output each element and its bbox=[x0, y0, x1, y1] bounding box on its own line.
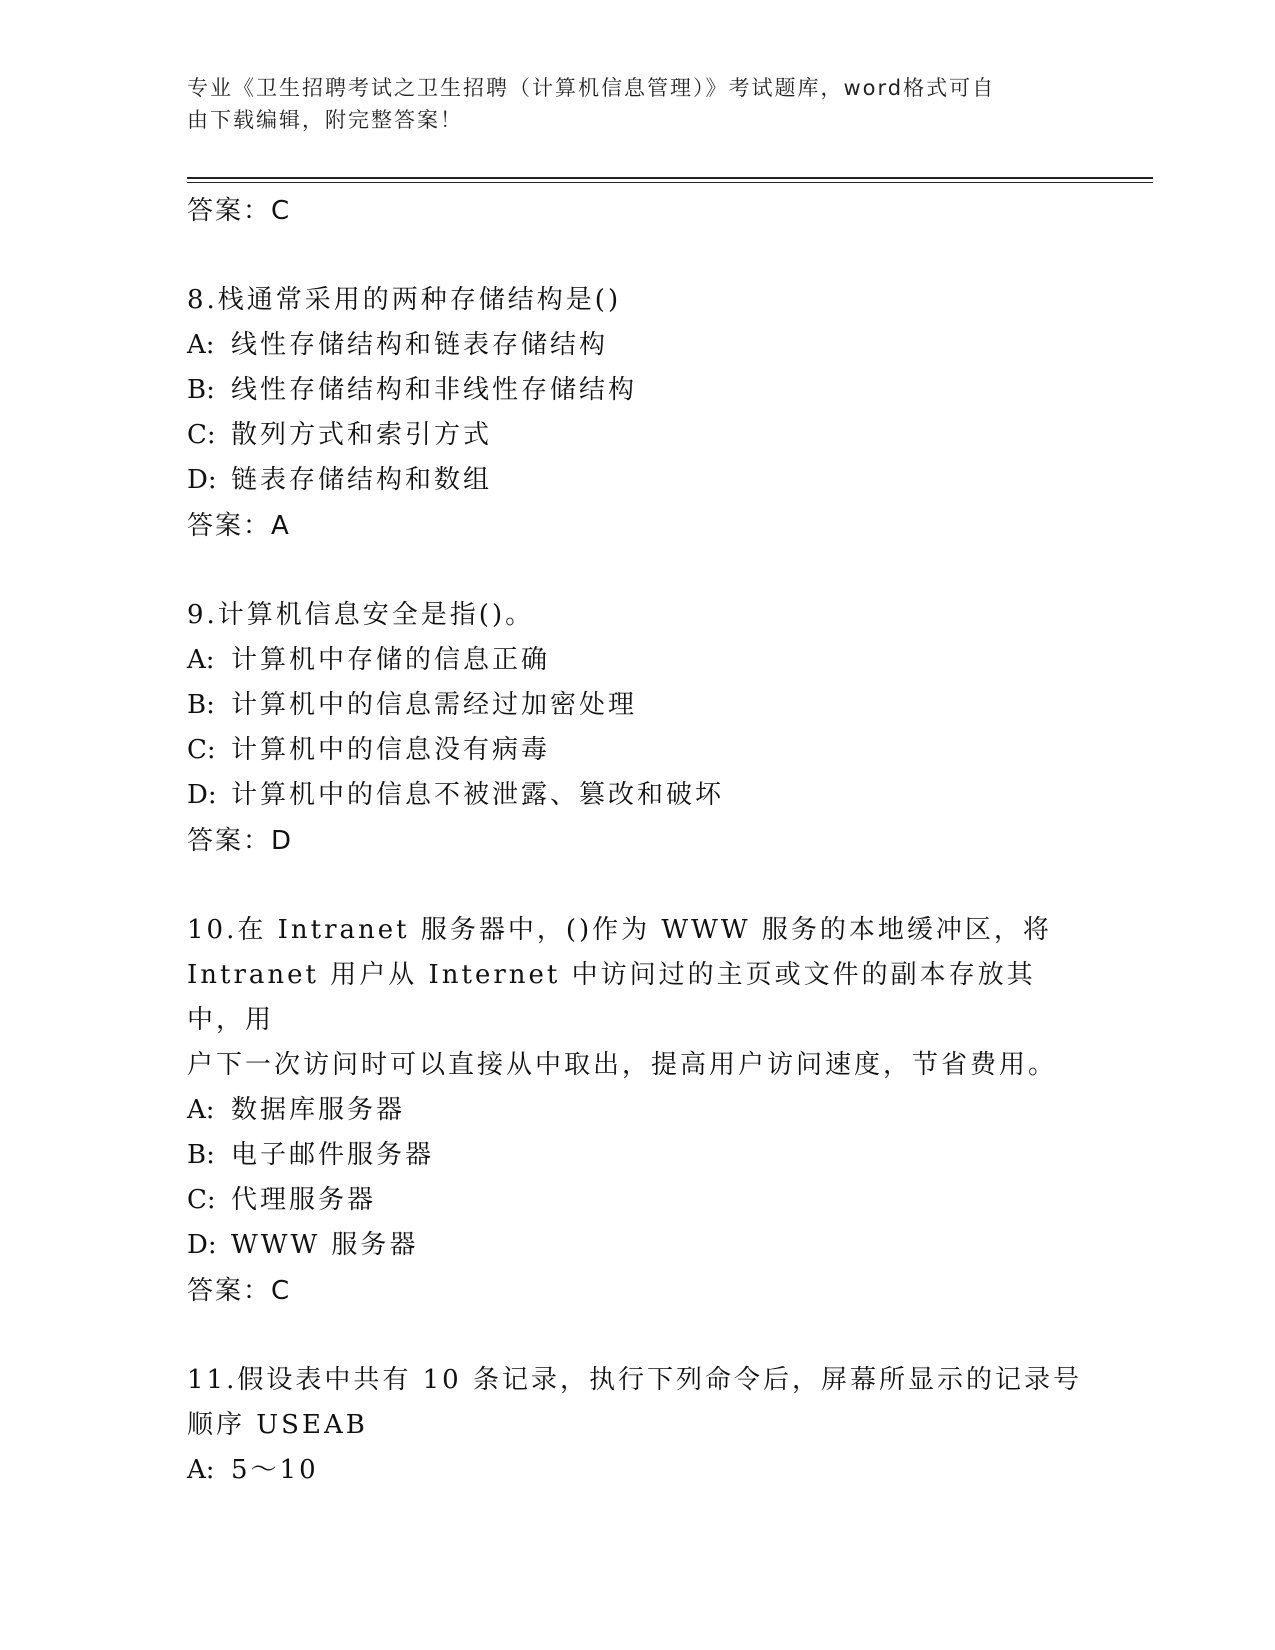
option-letter: A: bbox=[187, 645, 215, 675]
question-stem-line: 10.在 Intranet 服务器中，()作为 WWW 服务的本地缓冲区，将 bbox=[187, 915, 1052, 945]
option-letter: B: bbox=[187, 375, 215, 405]
option-letter: C: bbox=[187, 1185, 216, 1215]
answer-option bbox=[187, 683, 1087, 728]
question-stem-line: Intranet 用户从 Internet 中访问过的主页或文件的副本存放其中，用 bbox=[187, 960, 1036, 1035]
question-block bbox=[187, 593, 1087, 864]
question-block bbox=[187, 1358, 1087, 1493]
answer-option bbox=[187, 413, 1087, 458]
option-text: 计算机中的信息没有病毒 bbox=[231, 735, 551, 765]
option-text: 线性存储结构和非线性存储结构 bbox=[231, 375, 638, 405]
answer-option bbox=[187, 728, 1087, 773]
question-stem-line: 11.假设表中共有 10 条记录，执行下列命令后，屏幕所显示的记录号 bbox=[187, 1365, 1082, 1395]
answer-option bbox=[187, 323, 1087, 368]
question-block bbox=[187, 278, 1087, 549]
option-letter: B: bbox=[187, 1140, 215, 1170]
answer-label: 答案：D bbox=[187, 826, 294, 856]
question-stem-line: 8.栈通常采用的两种存储结构是() bbox=[187, 285, 622, 315]
answer-option bbox=[187, 773, 1087, 818]
answer-option bbox=[187, 368, 1087, 413]
question-stem-line: 顺序 USEAB bbox=[187, 1410, 368, 1440]
answer-option bbox=[187, 1133, 1087, 1178]
option-letter: D: bbox=[187, 465, 217, 495]
answer-option bbox=[187, 638, 1087, 683]
option-text: 链表存储结构和数组 bbox=[231, 465, 493, 495]
answer-option bbox=[187, 1178, 1087, 1223]
option-letter: A: bbox=[187, 1095, 215, 1125]
option-letter: A: bbox=[187, 1455, 215, 1485]
answer-label: 答案：C bbox=[187, 196, 292, 226]
question-block bbox=[187, 908, 1087, 1314]
question-stem-line: 户下一次访问时可以直接从中取出，提高用户访问速度，节省费用。 bbox=[187, 1050, 1058, 1080]
question-stem-line: 9.计算机信息安全是指()。 bbox=[187, 600, 535, 630]
option-text: 计算机中存储的信息正确 bbox=[231, 645, 551, 675]
answer-option bbox=[187, 458, 1087, 503]
option-text: 5～10 bbox=[231, 1455, 319, 1485]
option-text: WWW 服务器 bbox=[231, 1230, 419, 1260]
question-list bbox=[187, 188, 1087, 1493]
option-letter: D: bbox=[187, 1230, 217, 1260]
questions-container bbox=[187, 278, 1087, 1493]
option-letter: B: bbox=[187, 690, 215, 720]
option-text: 计算机中的信息需经过加密处理 bbox=[231, 690, 638, 720]
option-letter: D: bbox=[187, 780, 217, 810]
answer-option bbox=[187, 1223, 1087, 1268]
option-text: 数据库服务器 bbox=[231, 1095, 406, 1125]
answer-option bbox=[187, 1088, 1087, 1133]
option-text: 电子邮件服务器 bbox=[231, 1140, 435, 1170]
document-header bbox=[187, 72, 1087, 136]
option-letter: C: bbox=[187, 420, 216, 450]
header-divider-thin bbox=[187, 182, 1153, 183]
option-letter: C: bbox=[187, 735, 216, 765]
answer-label: 答案：C bbox=[187, 1276, 292, 1306]
header-divider-thick bbox=[187, 177, 1153, 179]
option-letter: A: bbox=[187, 330, 215, 360]
option-text: 计算机中的信息不被泄露、篡改和破坏 bbox=[231, 780, 725, 810]
header-line-1: 专业《卫生招聘考试之卫生招聘（计算机信息管理）》考试题库，word格式可自 bbox=[187, 76, 996, 100]
option-text: 代理服务器 bbox=[231, 1185, 377, 1215]
header-line-2: 由下载编辑，附完整答案！ bbox=[187, 108, 463, 132]
answer-label: 答案：A bbox=[187, 511, 291, 541]
answer-option bbox=[187, 1448, 1087, 1493]
option-text: 线性存储结构和链表存储结构 bbox=[231, 330, 609, 360]
option-text: 散列方式和索引方式 bbox=[231, 420, 493, 450]
